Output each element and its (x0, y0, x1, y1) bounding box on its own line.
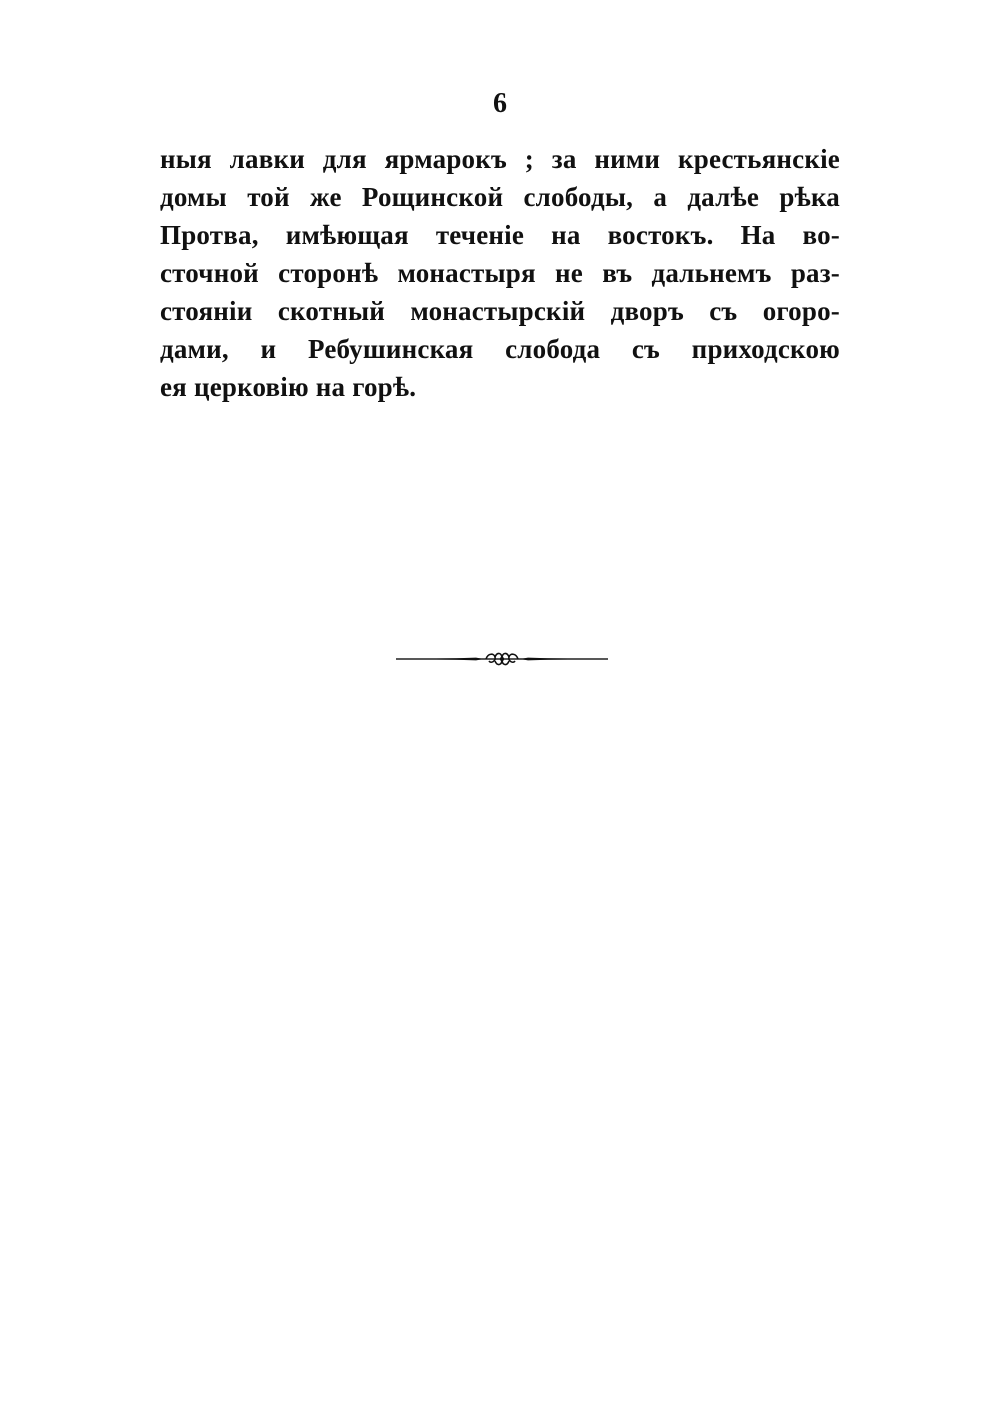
text-line: стояніи скотный монастырскій дворъ съ огоро- (160, 296, 840, 326)
page-number: 6 (493, 88, 507, 119)
text-line: ныя лавки для ярмарокъ ; за ними крестьянскіе (160, 144, 840, 174)
text-line: сточной сторонѣ монастыря не въ дальнемъ раз- (160, 258, 840, 288)
body-text (160, 140, 840, 406)
text-line: Протва, имѣющая теченіе на востокъ. На во- (160, 220, 840, 250)
tailpiece-ornament-icon (396, 648, 608, 670)
text-line: домы той же Рощинской слободы, а далѣе рѣка (160, 182, 840, 212)
text-line: дами, и Ребушинская слобода съ приходскою (160, 334, 840, 364)
text-line: ея церковію на горѣ. (160, 372, 417, 402)
